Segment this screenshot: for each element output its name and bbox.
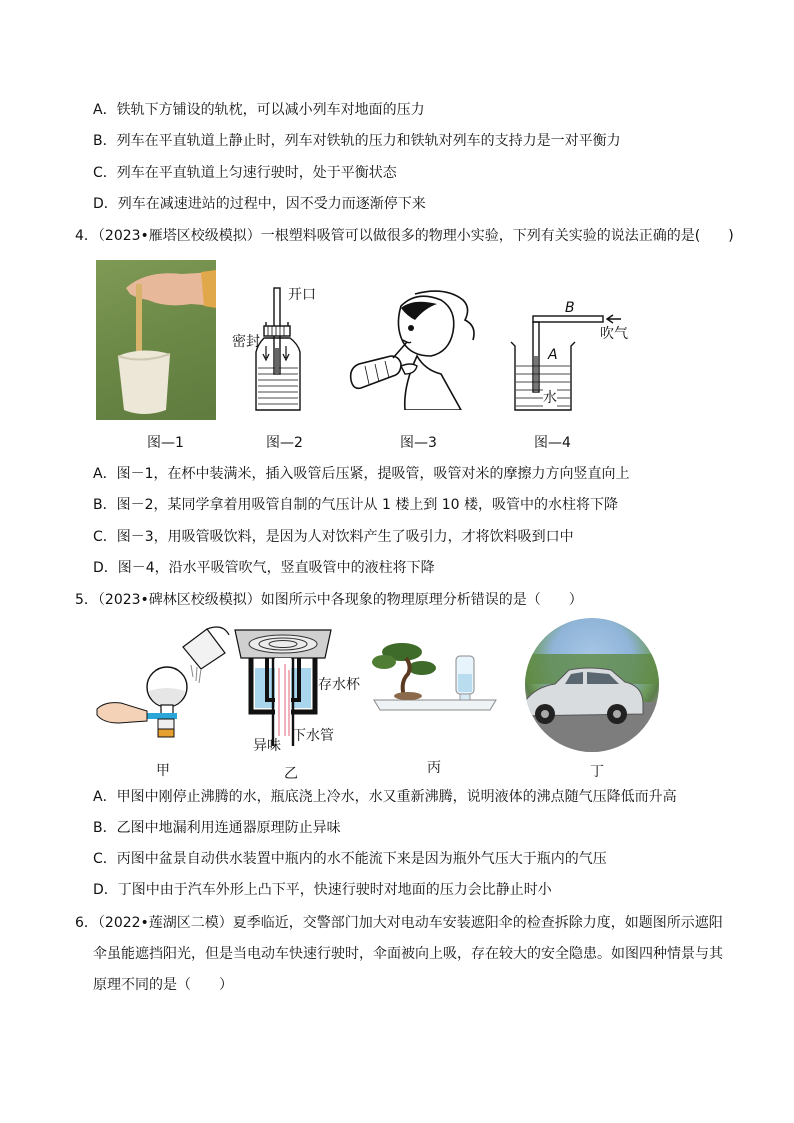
q3-option-b: B．列车在平直轨道上静止时，列车对铁轨的压力和铁轨对列车的支持力是一对平衡力: [93, 133, 621, 149]
q4-figure2-label-seal: 密封: [232, 334, 260, 350]
q3-option-c: C．列车在平直轨道上匀速行驶时，处于平衡状态: [93, 165, 397, 181]
q4-figure4-label-b: B: [565, 300, 575, 316]
q6-stem-line-2: 伞虽能遮挡阳光，但是当电动车快速行驶时，伞面被向上吸，存在较大的安全隐患。如图四种情景与其: [93, 946, 723, 962]
q5-caption-ding: 丁: [590, 764, 604, 780]
q4-figure4-label-blow: 吹气: [600, 326, 628, 342]
q4-stem: 4．（2023•雁塔区校级模拟）一根塑料吸管可以做很多的物理小实验，下列有关实验的说法正确的是( ): [75, 228, 734, 244]
q5-option-c: C．丙图中盆景自动供水装置中瓶内的水不能流下来是因为瓶外气压大于瓶内的气压: [93, 851, 607, 867]
q4-option-c: C．图－3，用吸管吸饮料，是因为人对饮料产生了吸引力，才将饮料吸到口中: [93, 529, 574, 545]
q3-option-a: A．铁轨下方铺设的轨枕，可以减小列车对地面的压力: [93, 102, 425, 118]
q5-caption-bing: 丙: [427, 760, 441, 776]
q5-figure-jia-flask: [95, 625, 230, 745]
q5-option-d: D．丁图中由于汽车外形上凸下平，快速行驶时对地面的压力会比静止时小: [93, 882, 552, 898]
q5-option-b: B．乙图中地漏利用连通器原理防止异味: [93, 820, 341, 836]
q4-option-d: D．图－4，沿水平吸管吹气，竖直吸管中的液柱将下降: [93, 560, 435, 576]
q5-option-a: A．甲图中刚停止沸腾的水，瓶底浇上冷水，水又重新沸腾，说明液体的沸点随气压降低而升高: [93, 789, 677, 805]
q4-figure3-girl: [345, 286, 480, 410]
q5-stem: 5．（2023•碑林区校级模拟）如图所示中各现象的物理原理分析错误的是（ ）: [75, 592, 583, 608]
q4-caption-3: 图—3: [400, 435, 437, 451]
q4-figure1-photo: [96, 260, 216, 420]
q4-caption-2: 图—2: [266, 435, 303, 451]
q4-option-b: B．图－2，某同学拿着用吸管自制的气压计从 1 楼上到 10 楼，吸管中的水柱将下降: [93, 497, 619, 513]
q4-figure2-barometer: [228, 286, 318, 416]
q5-label-pipe: 下水管: [292, 728, 334, 744]
q5-label-cup: 存水杯: [318, 677, 360, 693]
q4-option-a: A．图－1，在杯中装满米，插入吸管后压紧，提吸管，吸管对米的摩擦力方向竖直向上: [93, 466, 630, 482]
q6-stem-line-1: 6．（2022•莲湖区二模）夏季临近，交警部门加大对电动车安装遮阳伞的检查拆除力度，如题图所示遮阳: [75, 915, 723, 931]
q4-figure4-label-a: A: [548, 347, 558, 363]
q5-caption-yi: 乙: [284, 766, 298, 782]
q6-stem-line-3: 原理不同的是（ ）: [93, 977, 233, 993]
q5-label-smell: 异味: [253, 738, 281, 754]
q4-figure2-label-open: 开口: [288, 287, 316, 303]
q5-figure-ding-car-photo: [525, 618, 659, 752]
q4-figure4-label-water: 水: [543, 390, 557, 406]
q5-figure-bing-bonsai: [370, 638, 500, 716]
q4-caption-4: 图—4: [534, 435, 571, 451]
q3-option-d: D．列车在减速进站的过程中，因不受力而逐渐停下来: [93, 196, 426, 212]
q5-caption-jia: 甲: [156, 763, 170, 779]
q4-caption-1: 图—1: [147, 435, 184, 451]
